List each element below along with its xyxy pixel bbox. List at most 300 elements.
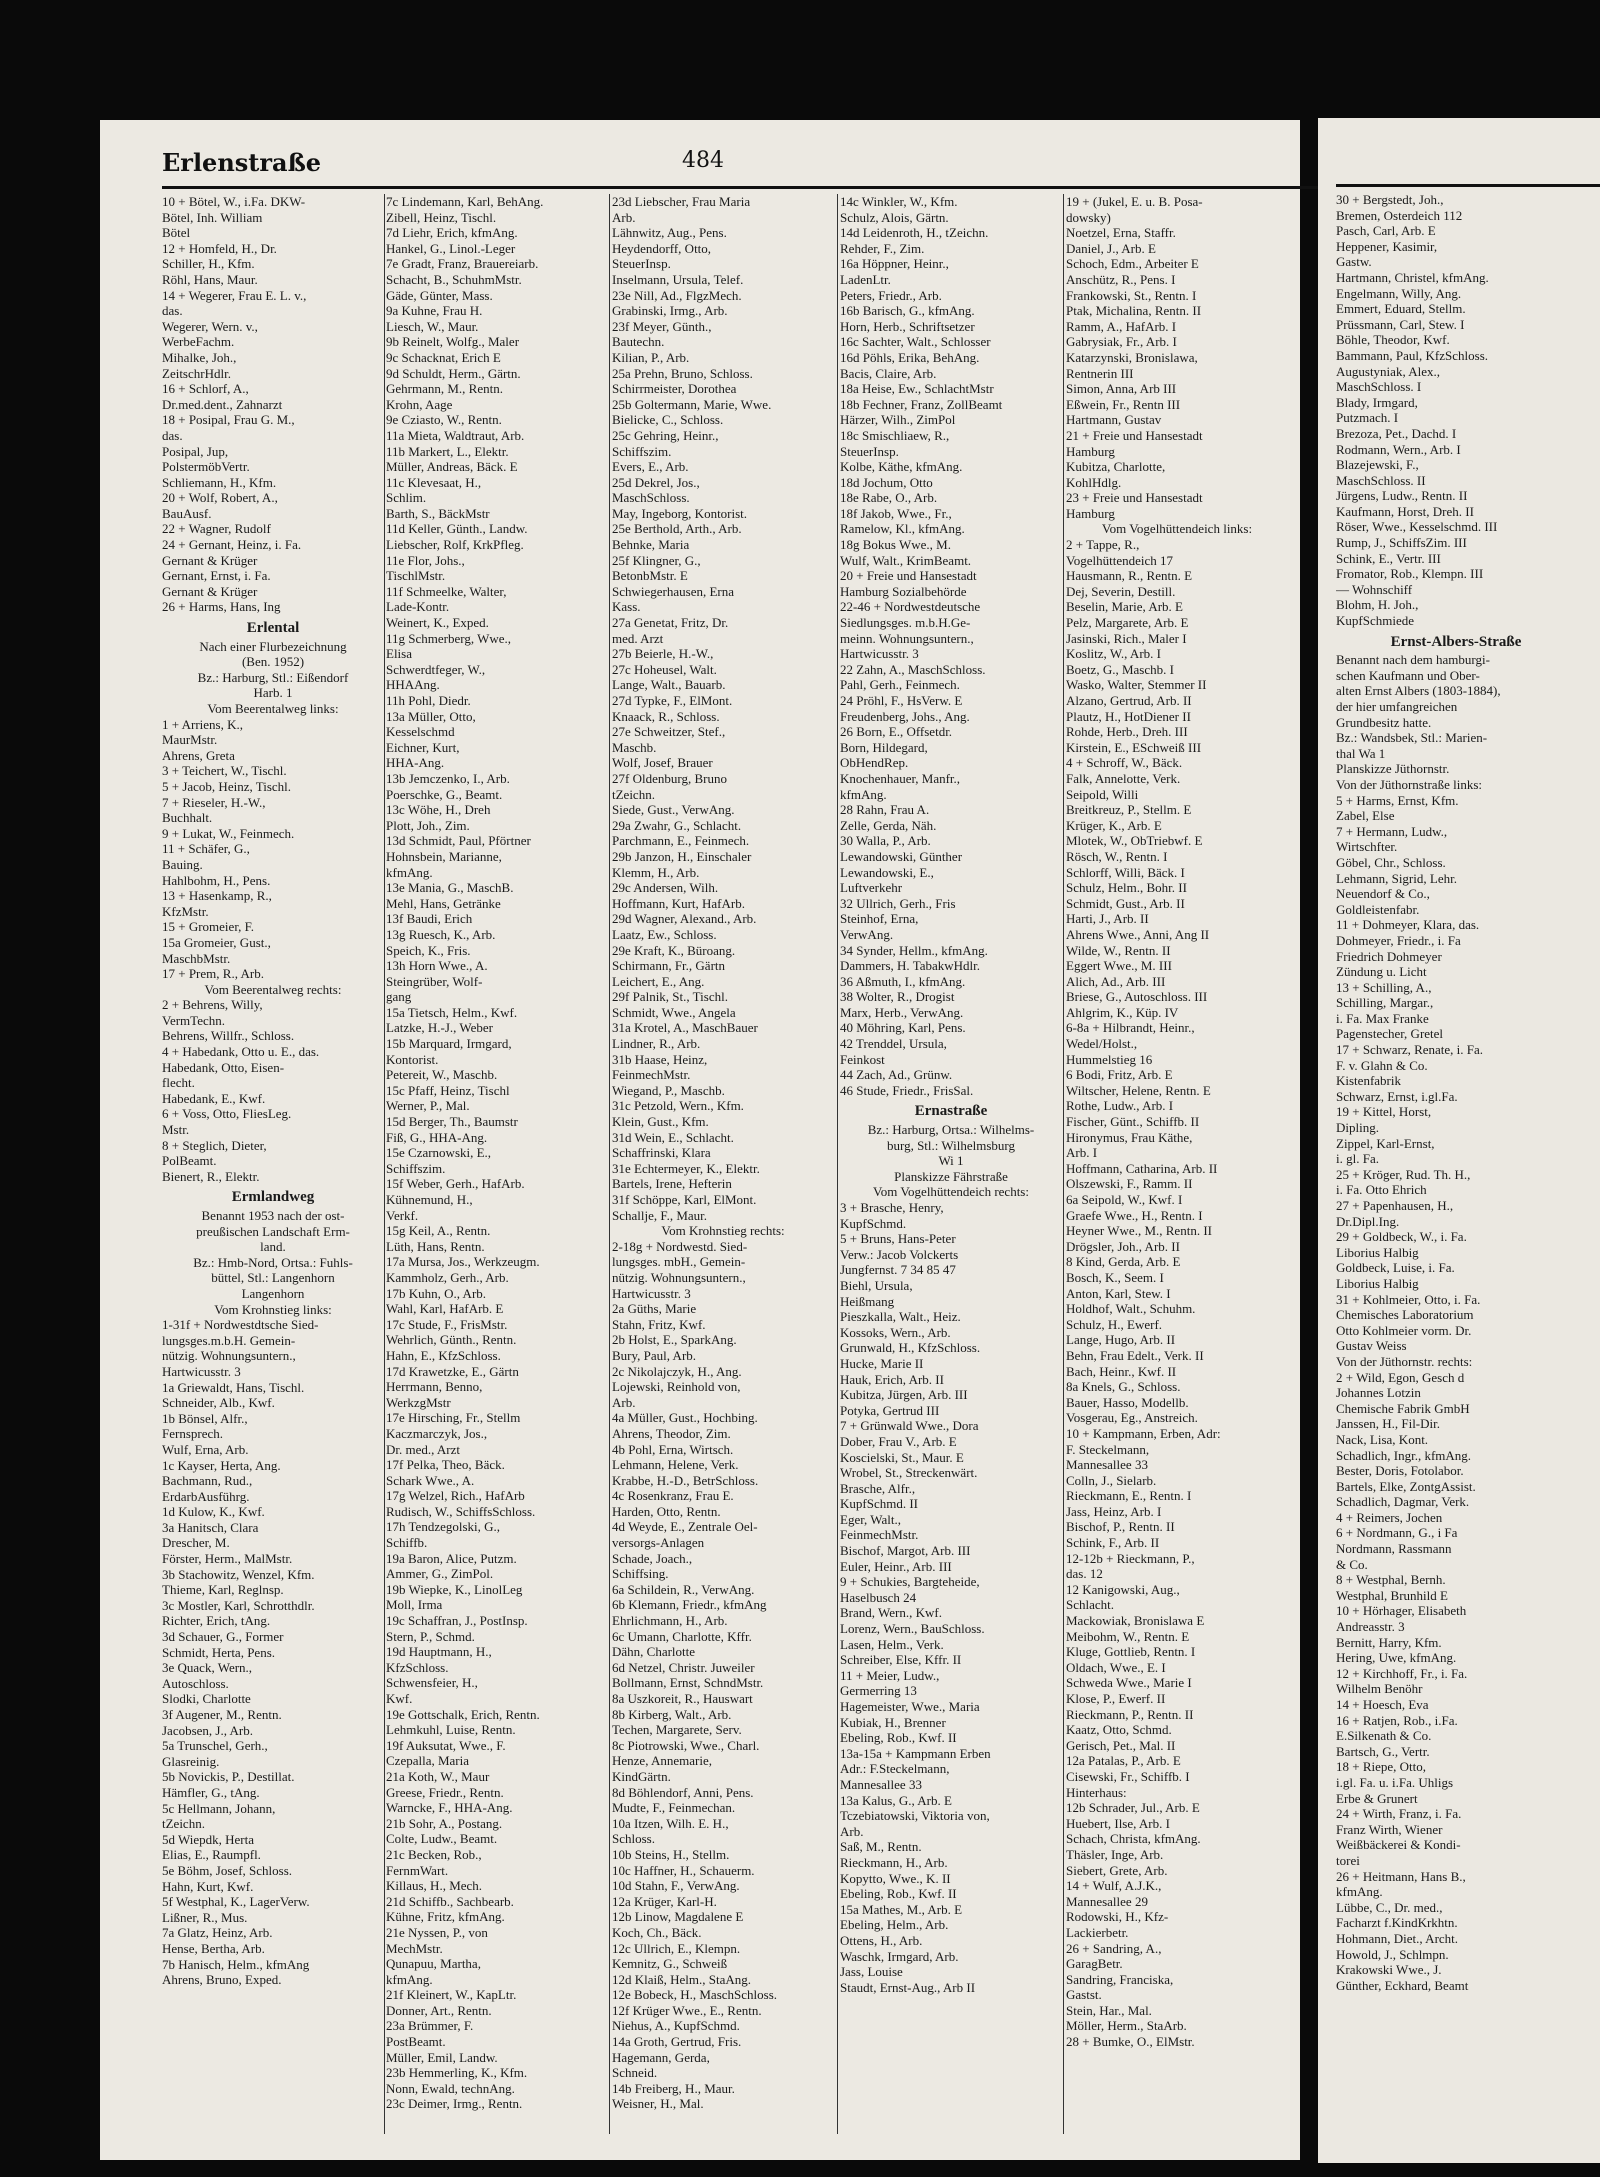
directory-entry-line: schen Kaufmann und Ober- xyxy=(1336,667,1480,683)
directory-entry-line: Nonn, Ewald, technAng. xyxy=(386,2080,515,2096)
directory-entry-line: Kistenfabrik xyxy=(1336,1073,1401,1089)
directory-entry-line: Lackierbetr. xyxy=(1066,1924,1129,1940)
directory-entry-line: Wehrlich, Günth., Rentn. xyxy=(386,1332,517,1348)
directory-entry-line: Freudenberg, Johs., Ang. xyxy=(840,708,970,724)
directory-entry-line: Arb. I xyxy=(1066,1145,1098,1161)
directory-entry-line: 36 Aßmuth, I., kfmAng. xyxy=(840,973,966,989)
directory-entry-line: Lübbe, C., Dr. med., xyxy=(1336,1899,1443,1915)
directory-entry-line: Gustav Weiss xyxy=(1336,1338,1407,1354)
directory-entry-line: Müller, Andreas, Bäck. E xyxy=(386,459,518,475)
directory-entry-line: Verw.: Jacob Volckerts xyxy=(840,1246,959,1262)
directory-entry-line: 8 + Steglich, Dieter, xyxy=(162,1137,267,1153)
directory-entry-line: Dähn, Charlotte xyxy=(612,1644,696,1660)
directory-entry-line: 24 + Gernant, Heinz, i. Fa. xyxy=(162,537,302,553)
directory-entry-line: 3a Hanitsch, Clara xyxy=(162,1519,259,1535)
directory-entry-line: 19 + (Jukel, E. u. B. Posa- xyxy=(1066,194,1203,209)
directory-entry-line: Bischof, Margot, Arb. III xyxy=(840,1543,971,1559)
directory-entry-line: 1b Bönsel, Alfr., xyxy=(162,1410,248,1426)
directory-entry-line: Lähnwitz, Aug., Pens. xyxy=(612,225,727,241)
ernastrasse-entries xyxy=(840,1200,1062,1995)
directory-entry-line: 13c Wöhe, H., Dreh xyxy=(386,802,491,818)
directory-entry-line: Rösch, W., Rentn. I xyxy=(1066,848,1168,864)
directory-entry-line: 29d Wagner, Alexand., Arb. xyxy=(612,911,757,927)
directory-entry-line: Wiltscher, Helene, Rentn. E xyxy=(1066,1082,1211,1098)
directory-entry-line: 18d Jochum, Otto xyxy=(840,474,933,490)
directory-entry-line: Fiß, G., HHA-Ang. xyxy=(386,1129,488,1145)
directory-entry-line: Liebscher, Rolf, KrkPfleg. xyxy=(386,537,524,553)
directory-entry-line: Jungfernst. 7 34 85 47 xyxy=(840,1262,956,1278)
directory-entry-line: Kaufmann, Horst, Dreh. II xyxy=(1336,503,1474,519)
directory-entry-line: Qunapuu, Martha, xyxy=(386,1956,481,1972)
directory-entry-line: 27a Genetat, Fritz, Dr. xyxy=(612,615,729,631)
directory-entry-line: F. Steckelmann, xyxy=(1066,1441,1150,1457)
directory-entry-line: MaschbMstr. xyxy=(162,950,231,966)
directory-entry-line: Elias, E., Raumpfl. xyxy=(162,1847,261,1863)
directory-entry-line: Pelz, Margarete, Arb. E xyxy=(1066,615,1189,631)
directory-entry-line: Kluge, Gottlieb, Rentn. I xyxy=(1066,1644,1196,1660)
directory-entry-line: Schiller, H., Kfm. xyxy=(162,256,255,272)
directory-entry-line: Wilde, W., Rentn. II xyxy=(1066,942,1171,958)
directory-entry-line: i. Fa. Otto Ehrich xyxy=(1336,1182,1427,1198)
directory-entry-line: Schiffszim. xyxy=(612,443,672,459)
directory-entry-line: Evers, E., Arb. xyxy=(612,459,689,475)
directory-entry-line: Niehus, A., KupfSchmd. xyxy=(612,2018,740,2034)
directory-entry-line: 27e Schweitzer, Stef., xyxy=(612,724,726,740)
directory-entry-line: med. Arzt xyxy=(612,630,664,646)
directory-entry-line: 17 + Schwarz, Renate, i. Fa. xyxy=(1336,1042,1484,1058)
directory-entry-line: 31a Krotel, A., MaschBauer xyxy=(612,1020,758,1036)
directory-entry-line: Schlorff, Willi, Bäck. I xyxy=(1066,864,1185,880)
directory-entry-line: Lewandowski, Günther xyxy=(840,848,963,864)
directory-entry-line: kfmAng. xyxy=(840,786,887,802)
directory-entry-line: 24 + Wirth, Franz, i. Fa. xyxy=(1336,1806,1462,1822)
directory-entry-line: Grunwald, H., KfzSchloss. xyxy=(840,1340,981,1356)
directory-entry-line: Lojewski, Reinhold von, xyxy=(612,1379,741,1395)
directory-entry-line: Koslitz, W., Arb. I xyxy=(1066,646,1161,662)
directory-entry-line: torei xyxy=(1336,1852,1360,1868)
directory-entry-line: 26 + Heitmann, Hans B., xyxy=(1336,1868,1466,1884)
directory-entry-line: Colln, J., Sielarb. xyxy=(1066,1472,1157,1488)
ermlandweg-entries xyxy=(162,1317,384,1988)
directory-entry-line: — Wohnschiff xyxy=(1336,581,1413,597)
directory-entry-line: Rothe, Ludw., Arb. I xyxy=(1066,1098,1174,1114)
directory-entry-line: 5d Wiepdk, Herta xyxy=(162,1831,255,1847)
directory-entry-line: Neuendorf & Co., xyxy=(1336,886,1430,902)
ernst-albers-entries-right xyxy=(1336,1370,1576,1994)
directory-entry-line: Warncke, F., HHA-Ang. xyxy=(386,1800,513,1816)
directory-entry-line: Graefe Wwe., H., Rentn. I xyxy=(1066,1207,1203,1223)
directory-entry-line: Hartwicusstr. 3 xyxy=(162,1363,241,1379)
directory-entry-line: Schlim. xyxy=(386,490,427,506)
directory-entry-line: Inselmann, Ursula, Telef. xyxy=(612,271,744,287)
directory-entry-line: Kilian, P., Arb. xyxy=(612,349,690,365)
directory-entry-line: Lehmkuhl, Luise, Rentn. xyxy=(386,1722,516,1738)
directory-entry-line: Kubitza, Jürgen, Arb. III xyxy=(840,1387,968,1403)
directory-entry-line: 10b Steins, H., Stellm. xyxy=(612,1846,730,1862)
directory-entry-line: Zelle, Gerda, Näh. xyxy=(840,817,937,833)
directory-entry-line: Haselbusch 24 xyxy=(840,1589,917,1605)
directory-entry-line: Dr.med.dent., Zahnarzt xyxy=(162,396,283,412)
directory-entry-line: Feinkost xyxy=(840,1051,885,1067)
directory-entry-line: Germerring 13 xyxy=(840,1683,917,1699)
directory-entry-line: Kirstein, E., ESchweiß III xyxy=(1066,739,1202,755)
directory-entry-line: Herrmann, Benno, xyxy=(386,1379,483,1395)
directory-entry-line: KindGärtn. xyxy=(612,1768,671,1784)
column-divider xyxy=(384,194,385,2134)
directory-entry-line: Eger, Walt., xyxy=(840,1511,902,1527)
directory-entry-line: 6a Schildein, R., VerwAng. xyxy=(612,1581,755,1597)
section-title-ermlandweg: Ermlandweg xyxy=(231,1190,315,1206)
directory-entry-line: Autoschloss. xyxy=(162,1675,229,1691)
directory-entry-line: Planskizze Jüthornstr. xyxy=(1336,761,1450,777)
directory-entry-line: Engelmann, Willy, Ang. xyxy=(1336,285,1462,301)
directory-entry-line: 25 + Kröger, Rud. Th. H., xyxy=(1336,1166,1471,1182)
directory-entry-line: BetonbMstr. E xyxy=(612,568,688,584)
directory-entry-line: Ptak, Michalina, Rentn. II xyxy=(1066,303,1202,319)
directory-entry-line: Schallje, F., Maur. xyxy=(612,1207,708,1223)
directory-entry-line: KfzMstr. xyxy=(162,903,209,919)
directory-entry-line: Schulz, H., Ewerf. xyxy=(1066,1316,1163,1332)
directory-entry-line: Schadlich, Dagmar, Verk. xyxy=(1336,1494,1470,1510)
directory-entry-line: 6a Seipold, W., Kwf. I xyxy=(1066,1192,1183,1207)
directory-entry-line: 23b Hemmerling, K., Kfm. xyxy=(386,2065,528,2081)
directory-entry-line: 21f Kleinert, W., KapLtr. xyxy=(386,1987,517,2003)
directory-entry-line: Daniel, J., Arb. E xyxy=(1066,240,1156,256)
directory-entry-line: Langenhorn xyxy=(241,1285,305,1301)
directory-entry-line: Arb. xyxy=(840,1823,864,1839)
col2-entries xyxy=(386,194,608,2112)
directory-entry-line: 24 Pröhl, F., HsVerw. E xyxy=(840,693,963,708)
directory-entry-line: 15f Weber, Gerh., HafArb. xyxy=(386,1176,525,1192)
directory-entry-line: Dober, Frau V., Arb. E xyxy=(840,1433,957,1449)
directory-entry-line: Euler, Heinr., Arb. III xyxy=(840,1558,952,1574)
directory-entry-line: Ahrens, Theodor, Zim. xyxy=(612,1425,731,1441)
directory-entry-line: Jürgens, Ludw., Rentn. II xyxy=(1336,488,1468,504)
directory-entry-line: Dammers, H. TabakwHdlr. xyxy=(840,958,981,974)
directory-entry-line: 29c Andersen, Wilh. xyxy=(612,880,719,896)
directory-entry-line: Möller, Herm., StaArb. xyxy=(1066,2018,1187,2034)
directory-entry-line: Lade-Kontr. xyxy=(386,599,450,615)
directory-entry-line: 15b Marquard, Irmgard, xyxy=(386,1036,512,1052)
directory-entry-line: 19 + Kittel, Horst, xyxy=(1336,1104,1432,1120)
directory-entry-line: 12 Kanigowski, Aug., xyxy=(1066,1581,1180,1597)
directory-entry-line: Bauing. xyxy=(162,856,203,872)
directory-entry-line: Gehrmann, M., Rentn. xyxy=(386,381,503,397)
directory-entry-line: Howold, J., Schlmpn. xyxy=(1336,1946,1449,1962)
directory-entry-line: 14d Leidenroth, H., tZeichn. xyxy=(840,225,989,241)
directory-entry-line: Stein, Har., Mal. xyxy=(1066,2002,1152,2018)
directory-entry-line: 21d Schiffb., Sachbearb. xyxy=(386,1893,514,1909)
directory-entry-line: Eggert Wwe., M. III xyxy=(1066,958,1172,974)
directory-entry-line: GaragBetr. xyxy=(1066,1956,1123,1972)
directory-entry-line: Schliemann, H., Kfm. xyxy=(162,474,277,490)
directory-entry-line: Liesch, W., Maur. xyxy=(386,318,479,334)
directory-entry-line: Schade, Joach., xyxy=(612,1550,693,1566)
directory-entry-line: Hohnsbein, Marianne, xyxy=(386,848,502,864)
directory-entry-line: 12e Bobeck, H., MaschSchloss. xyxy=(612,1987,778,2003)
directory-entry-line: Drescher, M. xyxy=(162,1535,230,1551)
directory-entry-line: 4 + Reimers, Jochen xyxy=(1336,1509,1443,1525)
directory-entry-line: Hoffmann, Catharina, Arb. II xyxy=(1066,1160,1218,1176)
directory-entry-line: 27d Typke, F., ElMont. xyxy=(612,693,733,708)
directory-entry-line: Pagenstecher, Gretel xyxy=(1336,1026,1444,1042)
directory-entry-line: 23a Brümmer, F. xyxy=(386,2018,474,2034)
directory-entry-line: 26 + Sandring, A., xyxy=(1066,1940,1162,1956)
directory-entry-line: Blady, Irmgard, xyxy=(1336,394,1418,410)
directory-entry-line: 4c Rosenkranz, Frau E. xyxy=(612,1488,734,1504)
directory-entry-line: Hamburg xyxy=(1066,505,1115,521)
directory-entry-line: 13h Horn Wwe., A. xyxy=(386,958,488,974)
directory-entry-line: 10 + Hörhager, Elisabeth xyxy=(1336,1603,1467,1619)
directory-entry-line: 6b Klemann, Friedr., kfmAng xyxy=(612,1597,767,1613)
directory-entry-line: Schacht, B., SchuhmMstr. xyxy=(386,271,522,287)
directory-entry-line: Behrens, Willfr., Schloss. xyxy=(162,1028,295,1044)
directory-entry-line: 27c Hoheusel, Walt. xyxy=(612,661,717,677)
directory-entry-line: 12a Krüger, Karl-H. xyxy=(612,1893,717,1909)
directory-entry-line: 16d Pöhls, Erika, BehAng. xyxy=(840,349,980,365)
directory-entry-line: 7 + Rieseler, H.-W., xyxy=(162,794,266,810)
directory-entry-line: das. xyxy=(162,427,183,443)
directory-entry-line: lungsges.m.b.H. Gemein- xyxy=(162,1332,296,1348)
directory-entry-line: Lehmann, Sigrid, Lehr. xyxy=(1336,870,1457,886)
directory-entry-line: Erbe & Grunert xyxy=(1336,1790,1418,1806)
directory-entry-line: Kaczmarczyk, Jos., xyxy=(386,1425,488,1441)
directory-entry-line: Barth, S., BäckMstr xyxy=(386,505,490,521)
directory-entry-line: Rentnerin III xyxy=(1066,365,1134,381)
directory-entry-line: Schlacht. xyxy=(1066,1597,1115,1613)
directory-entry-line: Knochenhauer, Manfr., xyxy=(840,770,961,786)
directory-entry-line: Schulz, Helm., Bohr. II xyxy=(1066,880,1187,896)
directory-entry-line: Hahn, Kurt, Kwf. xyxy=(162,1878,254,1894)
directory-entry-line: Lißner, R., Mus. xyxy=(162,1909,248,1925)
column-divider xyxy=(1063,194,1064,2134)
directory-entry-line: Pieszkalla, Walt., Heiz. xyxy=(840,1309,961,1325)
directory-entry-line: 11 + Dohmeyer, Klara, das. xyxy=(1336,917,1480,933)
directory-entry-line: 8 Kind, Gerda, Arb. E xyxy=(1066,1254,1181,1270)
directory-entry-line: 13a Müller, Otto, xyxy=(386,708,476,724)
directory-entry-line: Schadlich, Ingr., kfmAng. xyxy=(1336,1447,1472,1463)
directory-entry-line: 18 + Posipal, Frau G. M., xyxy=(162,412,295,428)
directory-entry-line: Blohm, H. Joh., xyxy=(1336,597,1419,613)
directory-entry-line: Schach, Christa, kfmAng. xyxy=(1066,1831,1201,1847)
column-3 xyxy=(612,194,834,2112)
directory-entry-line: Wulf, Erna, Arb. xyxy=(162,1441,249,1457)
directory-entry-line: MaschSchloss. xyxy=(612,490,690,506)
directory-entry-line: Slodki, Charlotte xyxy=(162,1691,251,1707)
directory-entry-line: Bester, Doris, Fotolabor. xyxy=(1336,1463,1464,1479)
directory-entry-line: 19a Baron, Alice, Putzm. xyxy=(386,1550,517,1566)
directory-entry-line: SteuerInsp. xyxy=(612,256,671,272)
directory-entry-line: 15c Pfaff, Heinz, Tischl xyxy=(386,1082,510,1098)
directory-entry-line: Frankowski, St., Rentn. I xyxy=(1066,287,1197,303)
directory-entry-line: 7b Hanisch, Helm., kfmAng xyxy=(162,1956,310,1972)
directory-entry-line: Waschk, Irmgard, Arb. xyxy=(840,1948,959,1964)
directory-entry-line: Hausmann, R., Rentn. E xyxy=(1066,568,1193,584)
directory-entry-line: Tczebiatowski, Viktoria von, xyxy=(840,1808,990,1824)
directory-entry-line: Gernant, Ernst, i. Fa. xyxy=(162,568,271,584)
directory-entry-line: 31c Petzold, Wern., Kfm. xyxy=(612,1098,744,1114)
directory-entry-line: Weißbäckerei & Kondi- xyxy=(1336,1837,1461,1853)
directory-entry-line: Peters, Friedr., Arb. xyxy=(840,287,942,303)
directory-entry-line: 22-46 + Nordwestdeutsche xyxy=(840,599,981,615)
directory-entry-line: Bötel xyxy=(162,225,191,241)
directory-entry-line: Kopytto, Wwe., K. II xyxy=(840,1870,951,1886)
directory-entry-line: Bartsch, G., Vertr. xyxy=(1336,1743,1430,1759)
directory-entry-line: Liborius Halbig xyxy=(1336,1244,1419,1260)
directory-entry-line: 18a Heise, Ew., SchlachtMstr xyxy=(840,381,994,397)
directory-entry-line: Kühnemund, H., xyxy=(386,1192,473,1207)
directory-entry-line: Anschütz, R., Pens. I xyxy=(1066,271,1176,287)
directory-entry-line: Richter, Erich, tAng. xyxy=(162,1613,271,1629)
directory-entry-line: 22 + Wagner, Rudolf xyxy=(162,521,271,537)
directory-entry-line: Leichert, E., Ang. xyxy=(612,973,705,989)
directory-entry-line: 14 + Wegerer, Frau E. L. v., xyxy=(162,287,307,303)
directory-entry-line: Rieckmann, E., Rentn. I xyxy=(1066,1488,1192,1504)
directory-entry-line: 31 + Kohlmeier, Otto, i. Fa. xyxy=(1336,1291,1481,1307)
directory-entry-line: 26 Born, E., Offsetdr. xyxy=(840,724,953,740)
directory-entry-line: 9e Cziasto, W., Rentn. xyxy=(386,412,502,428)
directory-entry-line: Kubiak, H., Brenner xyxy=(840,1714,946,1730)
directory-entry-line: Hartwicusstr. 3 xyxy=(612,1285,691,1301)
directory-entry-line: 17f Pelka, Theo, Bäck. xyxy=(386,1457,505,1473)
directory-entry-line: BauAusf. xyxy=(162,505,212,521)
directory-entry-line: 12f Krüger Wwe., E., Rentn. xyxy=(612,2002,762,2018)
directory-entry-line: Müller, Emil, Landw. xyxy=(386,2049,498,2065)
directory-entry-line: dowsky) xyxy=(1066,209,1111,225)
directory-entry-line: 31d Wein, E., Schlacht. xyxy=(612,1129,734,1145)
column-4 xyxy=(840,194,1062,1995)
directory-entry-line: Siebert, Grete, Arb. xyxy=(1066,1862,1168,1878)
directory-entry-line: Arb. xyxy=(612,209,636,225)
directory-entry-line: Schwiegerhausen, Erna xyxy=(612,583,735,599)
directory-entry-line: flecht. xyxy=(162,1075,195,1091)
directory-entry-line: Arb. xyxy=(612,1394,636,1410)
directory-entry-line: ObHendRep. xyxy=(840,755,909,771)
directory-entry-line: 4a Müller, Gust., Hochbing. xyxy=(612,1410,758,1426)
directory-entry-line: alten Ernst Albers (1803-1884), xyxy=(1336,683,1501,699)
directory-entry-line: Vogelhüttendeich 17 xyxy=(1066,552,1173,568)
header-rule xyxy=(162,186,1360,189)
erlental-sub-rechts: Vom Beerentalweg rechts: xyxy=(204,981,342,997)
directory-entry-line: 8a Knels, G., Schloss. xyxy=(1066,1379,1181,1395)
directory-entry-line: Kubitza, Charlotte, xyxy=(1066,459,1166,475)
directory-entry-line: 38 Wolter, R., Drogist xyxy=(840,989,955,1005)
page-header xyxy=(162,148,1360,178)
directory-entry-line: Mehl, Hans, Getränke xyxy=(386,895,501,911)
directory-entry-line: Behnke, Maria xyxy=(612,537,690,553)
directory-entry-line: 5 + Jacob, Heinz, Tischl. xyxy=(162,778,292,794)
directory-entry-line: 25d Dekrel, Jos., xyxy=(612,474,700,490)
directory-entry-line: Wasko, Walter, Stemmer II xyxy=(1066,677,1207,693)
directory-entry-line: Rump, J., SchiffsZim. III xyxy=(1336,535,1467,551)
directory-entry-line: Schoch, Edm., Arbeiter E xyxy=(1066,256,1199,272)
directory-entry-line: 14 + Hoesch, Eva xyxy=(1336,1697,1429,1712)
directory-entry-line: Westphal, Brunhild E xyxy=(1336,1587,1448,1603)
directory-entry-line: 25f Klingner, G., xyxy=(612,552,701,568)
directory-entry-line: versorgs-Anlagen xyxy=(612,1535,705,1551)
directory-entry-line: Laatz, Ew., Schloss. xyxy=(612,926,717,942)
directory-entry-line: burg, Stl.: Wilhelmsburg xyxy=(886,1137,1016,1153)
directory-entry-line: Schwensfeier, H., xyxy=(386,1675,478,1691)
directory-entry-line: Schulz, Alois, Gärtn. xyxy=(840,209,949,225)
directory-entry-line: Dr. med., Arzt xyxy=(386,1441,461,1457)
directory-entry-line: Gastw. xyxy=(1336,254,1372,270)
directory-entry-line: 21 + Freie und Hansestadt xyxy=(1066,427,1203,443)
directory-entry-line: kfmAng. xyxy=(386,1971,433,1987)
directory-entry-line: Weisner, H., Mal. xyxy=(612,2096,704,2112)
directory-entry-line: 5c Hellmann, Johann, xyxy=(162,1800,276,1816)
directory-entry-line: VermTechn. xyxy=(162,1012,225,1028)
directory-entry-line: Prüssmann, Carl, Stew. I xyxy=(1336,316,1465,332)
directory-entry-line: Schneider, Alb., Kwf. xyxy=(162,1395,275,1411)
directory-entry-line: 12b Linow, Magdalene E xyxy=(612,1909,744,1925)
directory-entry-line: Dej, Severin, Destill. xyxy=(1066,583,1176,599)
directory-entry-line: Breitkreuz, P., Stellm. E xyxy=(1066,802,1192,818)
directory-entry-line: Lange, Walt., Bauarb. xyxy=(612,677,726,693)
directory-entry-line: Werner, P., Mal. xyxy=(386,1098,470,1114)
directory-entry-line: Bischof, P., Rentn. II xyxy=(1066,1519,1175,1535)
directory-entry-line: 18f Jakob, Wwe., Fr., xyxy=(840,505,952,521)
directory-entry-line: Schreiber, Else, Kffr. II xyxy=(840,1652,962,1668)
directory-entry-line: 30 + Bergstedt, Joh., xyxy=(1336,192,1444,207)
directory-entry-line: 6 + Voss, Otto, FliesLeg. xyxy=(162,1106,292,1122)
directory-entry-line: 13 + Schilling, A., xyxy=(1336,979,1432,995)
directory-entry-line: Alzano, Gertrud, Arb. II xyxy=(1066,693,1192,708)
directory-entry-line: Cisewski, Fr., Schiffb. I xyxy=(1066,1768,1190,1784)
directory-entry-line: 31e Echtermeyer, K., Elektr. xyxy=(612,1160,760,1176)
directory-entry-line: 2 + Behrens, Willy, xyxy=(162,997,263,1013)
directory-entry-line: 21c Becken, Rob., xyxy=(386,1846,482,1862)
directory-entry-line: Bacis, Claire, Arb. xyxy=(840,365,937,381)
directory-entry-line: Goldbeck, Luise, i. Fa. xyxy=(1336,1260,1455,1276)
directory-entry-line: 6-8a + Hilbrandt, Heinr., xyxy=(1066,1020,1195,1036)
directory-entry-line: Kammholz, Gerh., Arb. xyxy=(386,1269,509,1285)
directory-entry-line: 4 + Schroff, W., Bäck. xyxy=(1066,755,1183,771)
directory-entry-line: 12a Patalas, P., Arb. E xyxy=(1066,1753,1181,1769)
directory-entry-line: 14a Groth, Gertrud, Fris. xyxy=(612,2034,742,2050)
directory-entry-line: Hering, Uwe, kfmAng. xyxy=(1336,1650,1457,1666)
directory-entry-line: 8 + Westphal, Bernh. xyxy=(1336,1572,1446,1588)
directory-entry-line: Speich, K., Fris. xyxy=(386,942,471,958)
directory-entry-line: Simon, Anna, Arb III xyxy=(1066,381,1177,397)
vogelhuettendeich-entries xyxy=(1066,537,1288,2050)
directory-entry-line: Katarzynski, Bronislawa, xyxy=(1066,349,1198,365)
directory-entry-line: Ahrens, Greta xyxy=(162,747,235,763)
directory-entry-line: 19b Wiepke, K., LinolLeg xyxy=(386,1581,523,1597)
directory-entry-line: Rodowski, H., Kfz- xyxy=(1066,1909,1169,1925)
directory-entry-line: Emmert, Eduard, Stellm. xyxy=(1336,301,1466,317)
directory-entry-line: 1a Griewaldt, Hans, Tischl. xyxy=(162,1379,305,1395)
directory-entry-line: Krohn, Aage xyxy=(386,396,453,412)
directory-entry-line: 16 + Schlorf, A., xyxy=(162,381,249,397)
directory-entry-line: HHA-Ang. xyxy=(386,755,445,771)
directory-entry-line: Habedank, E., Kwf. xyxy=(162,1090,266,1106)
column-divider xyxy=(837,194,838,2134)
directory-entry-line: 31f Schöppe, Karl, ElMont. xyxy=(612,1192,757,1207)
col4-entries xyxy=(840,194,1062,1098)
directory-entry-line: kfmAng. xyxy=(386,864,433,880)
directory-entry-line: Gerisch, Pet., Mal. II xyxy=(1066,1737,1176,1753)
directory-entry-line: Grundbesitz hatte. xyxy=(1336,714,1432,730)
directory-entry-line: Ehrlichmann, H., Arb. xyxy=(612,1613,728,1629)
directory-entry-line: 15a Gromeier, Gust., xyxy=(162,934,271,950)
directory-entry-line: 7c Lindemann, Karl, BehAng. xyxy=(386,194,544,209)
directory-entry-line: 11d Keller, Günth., Landw. xyxy=(386,521,528,537)
directory-entry-line: Kossoks, Wern., Arb. xyxy=(840,1324,951,1340)
directory-entry-line: 2b Holst, E., SparkAng. xyxy=(612,1332,737,1348)
directory-entry-line: Anton, Karl, Stew. I xyxy=(1066,1285,1171,1301)
directory-entry-line: Kolbe, Käthe, kfmAng. xyxy=(840,459,963,475)
